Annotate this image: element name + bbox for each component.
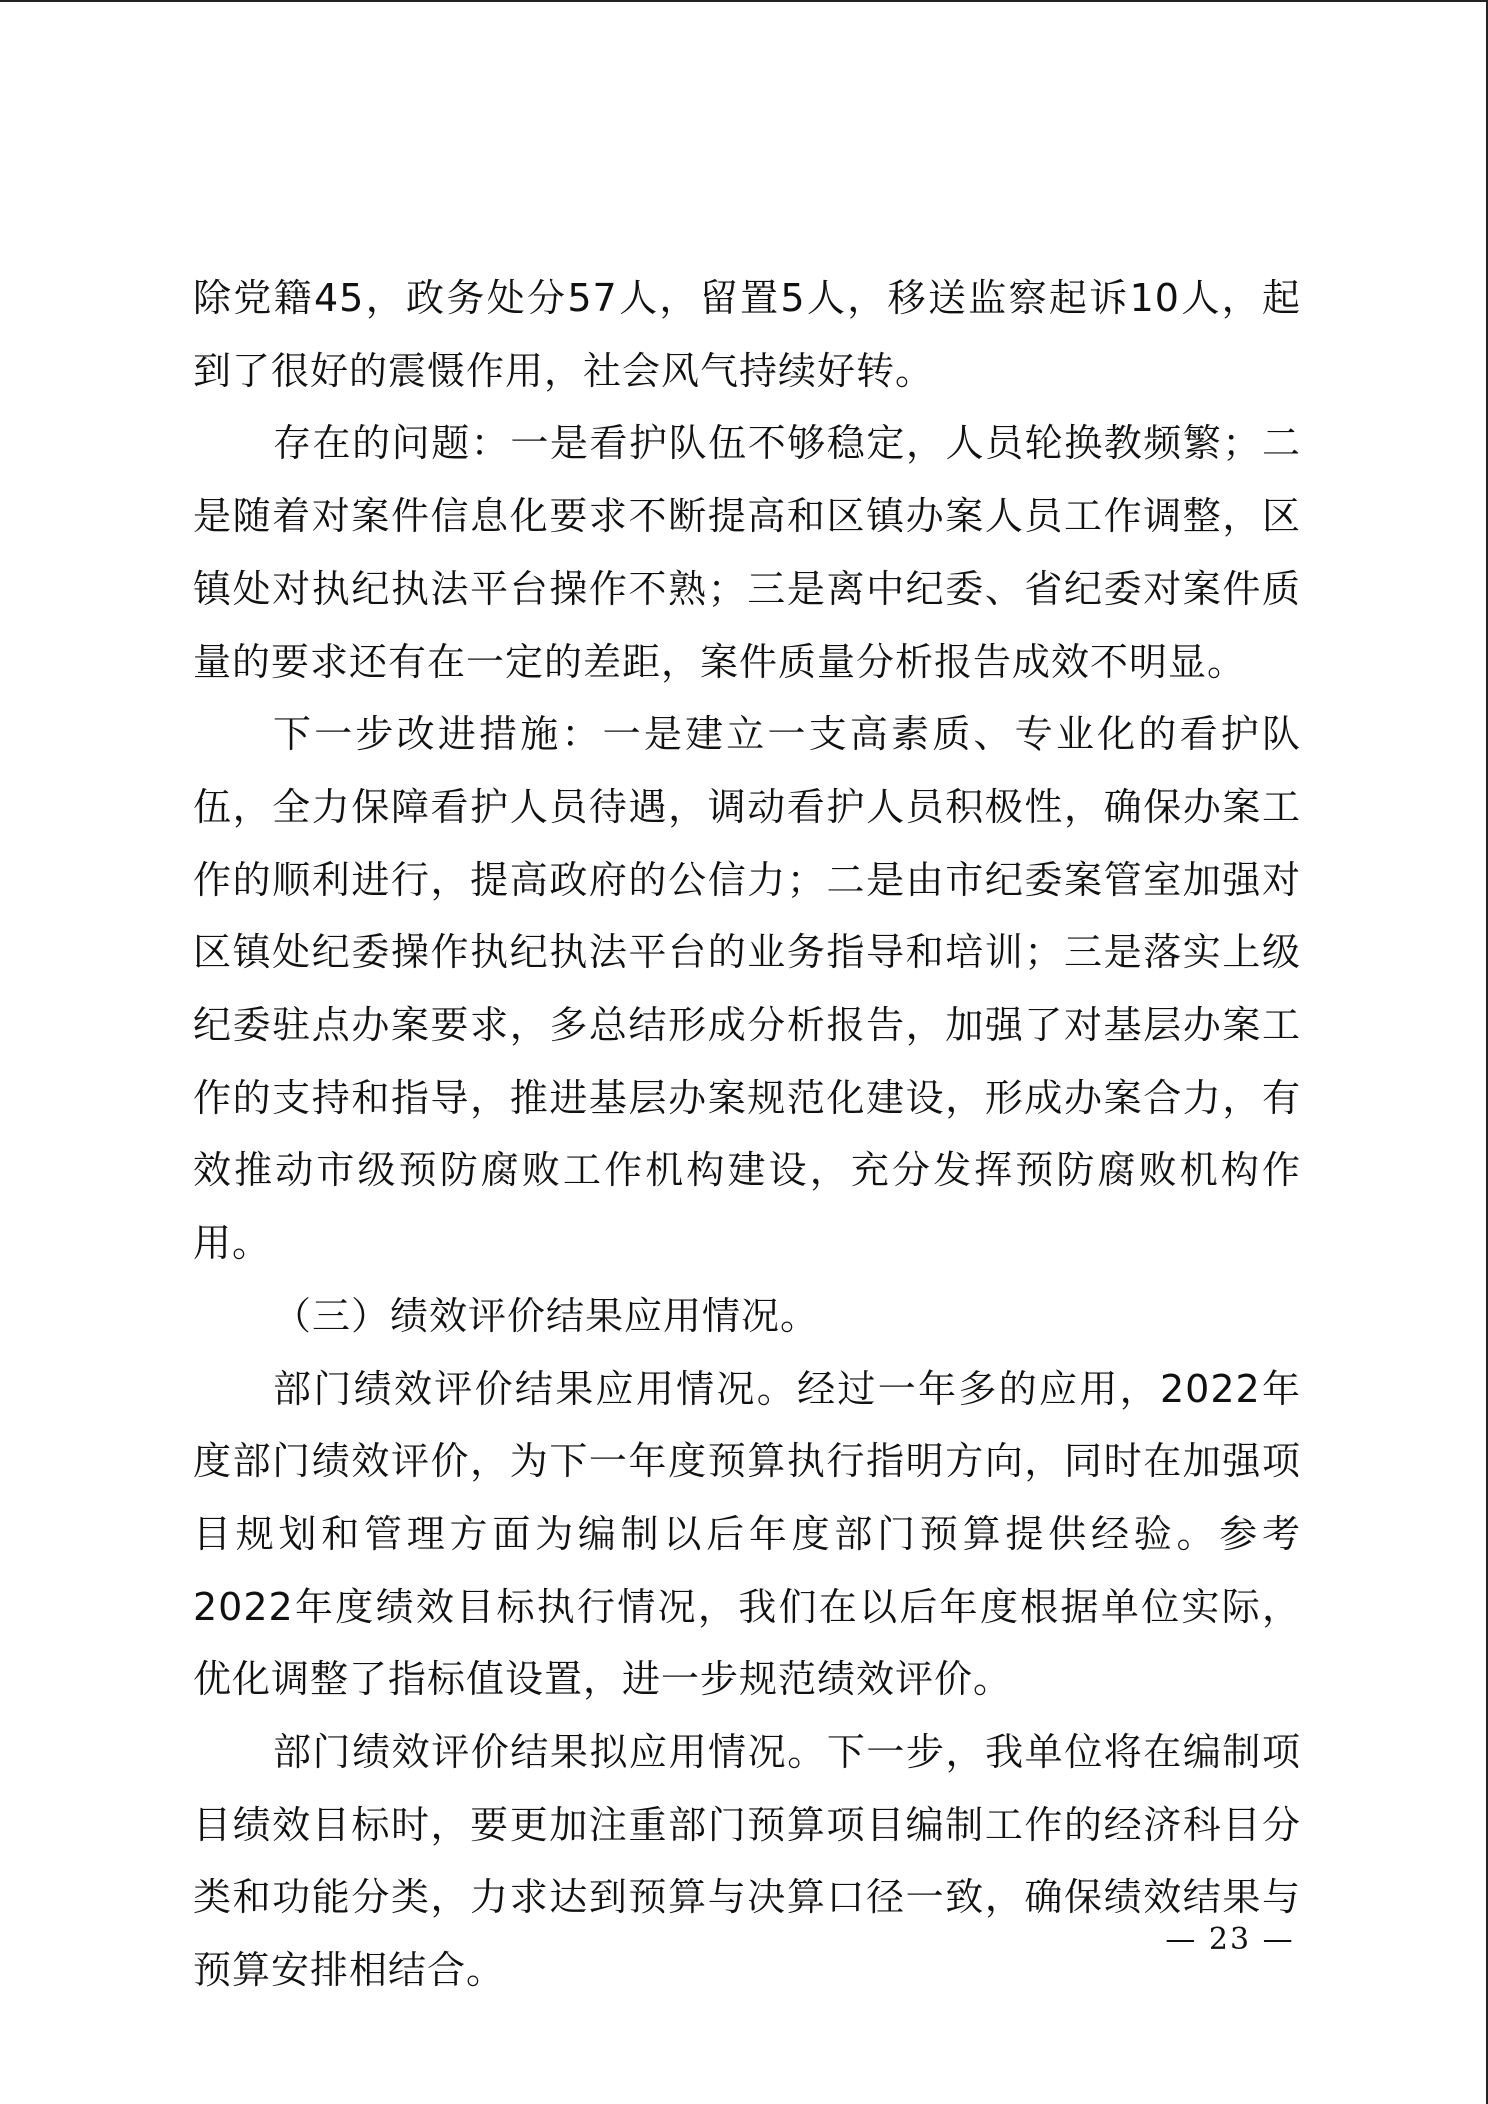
page-number: — 23 — [1165,1922,1295,1957]
paragraph-results-application: 部门绩效评价结果应用情况。经过一年多的应用，2022年度部门绩效评价，为下一年度预算执行指明方向，同时在加强项目规划和管理方面为编制以后年度部门预算提供经验。参考2022年度绩效目标执行情况，我们在以后年度根据单位实际，优化调整了指标值设置，进一步规范绩效评价。 [193,1366,1301,1702]
paragraph-existing-problems: 存在的问题：一是看护队伍不够稳定，人员轮换教频繁；二是随着对案件信息化要求不断提高和区镇办案人员工作调整，区镇处对执纪执法平台操作不熟；三是离中纪委、省纪委对案件质量的要求还有在一定的差距，案件质量分析报告成效不明显。 [193,421,1301,684]
paragraph-improvement-measures: 下一步改进措施：一是建立一支高素质、专业化的看护队伍，全力保障看护人员待遇，调动看护人员积极性，确保办案工作的顺利进行，提高政府的公信力；二是由市纪委案管室加强对区镇处纪委操作执纪执法平台的业务指导和培训；三是落实上级纪委驻点办案要求，多总结形成分析报告，加强了对基层办案工作的支持和指导，推进基层办案规范化建设，形成办案合力，有效推动市级预防腐败工作机构建设，充分发挥预防腐败机构作用。 [193,712,1301,1266]
document-body [193,262,1301,2007]
paragraph-discipline-results: 除党籍45，政务处分57人，留置5人，移送监察起诉10人，起到了很好的震慑作用，社会风气持续好转。 [193,276,1301,393]
section-heading-performance-results: （三）绩效评价结果应用情况。 [273,1293,820,1338]
paragraph-planned-application: 部门绩效评价结果拟应用情况。下一步，我单位将在编制项目绩效目标时，要更加注重部门预算项目编制工作的经济科目分类和功能分类，力求达到预算与决算口径一致，确保绩效结果与预算安排相结合。 [193,1730,1301,1993]
